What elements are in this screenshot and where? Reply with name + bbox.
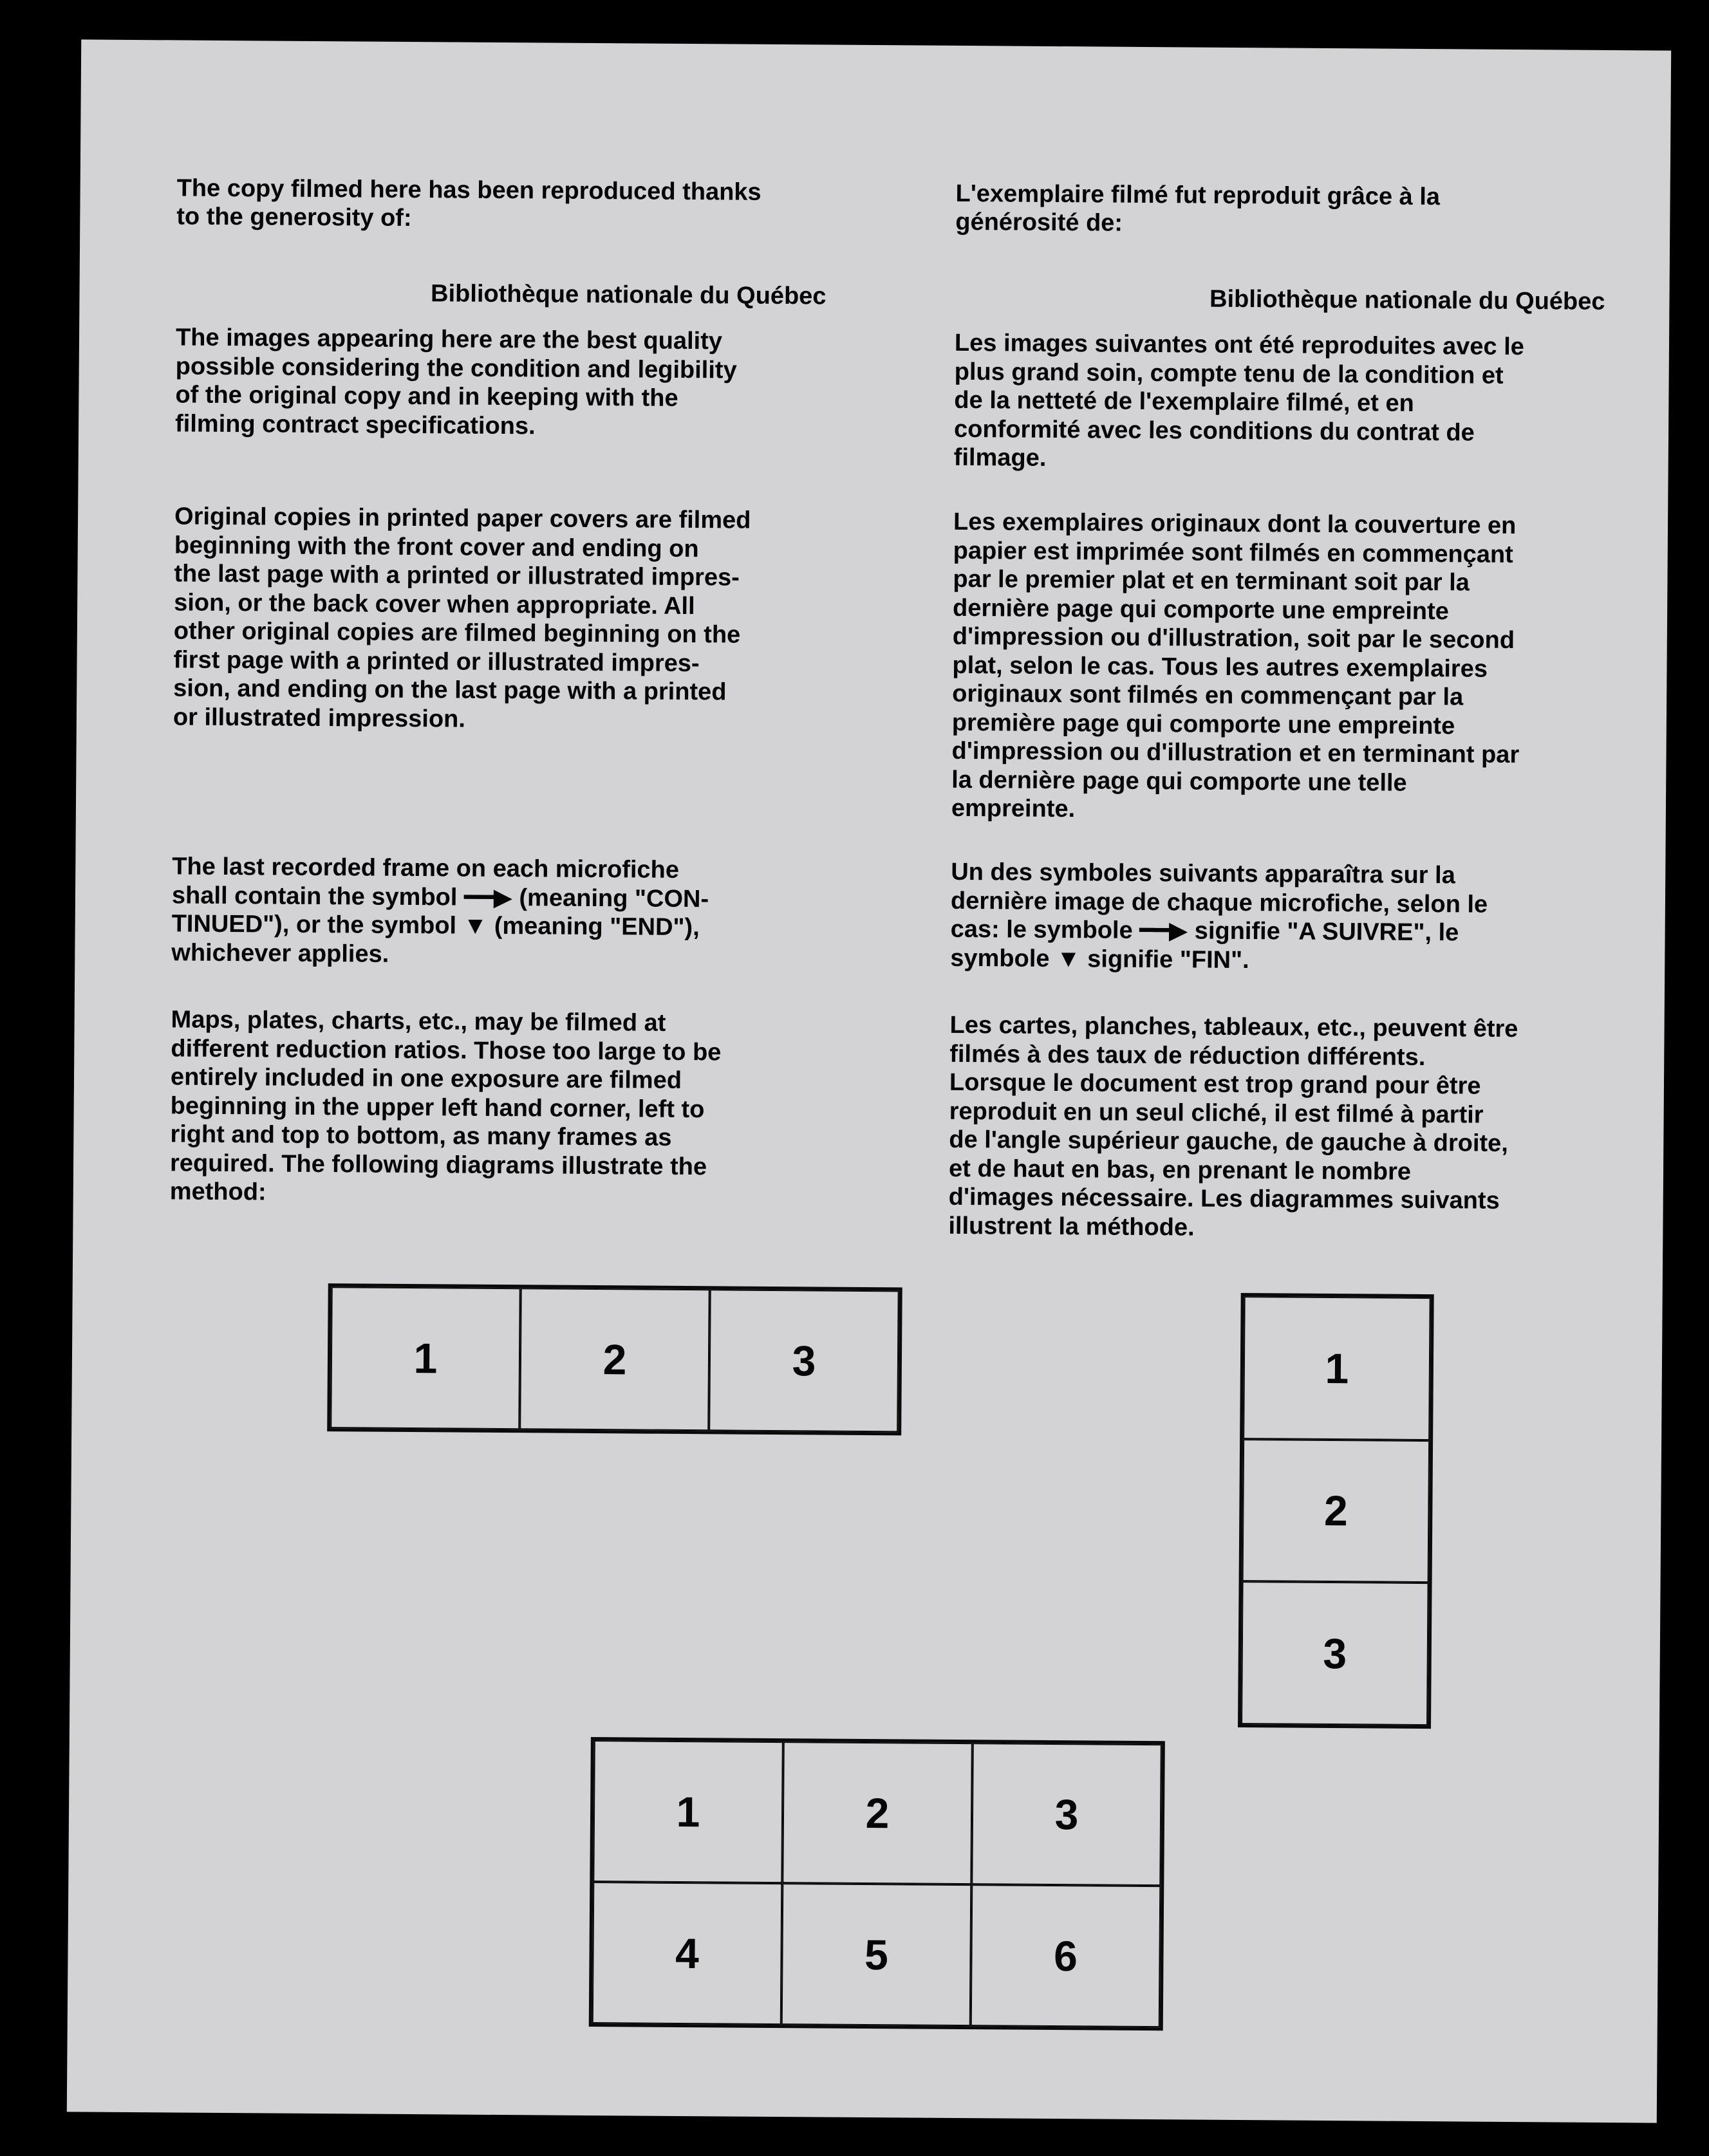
- french-credit: [955, 151, 1606, 345]
- frame-cell: 2: [1242, 1439, 1430, 1583]
- frame-cell: 4: [592, 1882, 783, 2025]
- english-library-name: Bibliothèque nationale du Québec: [430, 280, 826, 310]
- english-quality-paragraph: The images appearing here are the best quality possible considering the condition and legibility of the original copy and in keeping with the filming contract specifications.: [174, 324, 737, 440]
- english-maps-paragraph: Maps, plates, charts, etc., may be filmed at different reduction ratios. Those too large to be entirely included in one exposure are filmed beginning in the upper left hand corner, left to right and top to bottom, as many frames as required. The following diagrams illustrate the method:: [169, 1006, 722, 1206]
- frame-cell: 3: [1241, 1581, 1429, 1725]
- frame-cell: 3: [709, 1289, 899, 1432]
- frame-cell: 3: [971, 1743, 1162, 1886]
- frame-cell: 2: [782, 1742, 973, 1884]
- french-originals-paragraph: Les exemplaires originaux dont la couverture en papier est imprimée sont filmés en commençant par le premier plat et en terminant soit par la dernière page qui comporte une empreinte d'impression ou d'illustration, soit par le second plat, selon le cas. Tous les autres exemplaires originaux sont filmés en commençant par la première page qui comporte une empreinte d'impression ou d'illustration et en terminant par la dernière page qui comporte une telle empreinte.: [951, 508, 1520, 823]
- french-library-name: Bibliothèque nationale du Québec: [1209, 285, 1605, 315]
- english-originals-paragraph: Original copies in printed paper covers are filmed beginning with the front cover and ending on the last page with a printed or illustrated impres- sion, or the back cover when appropriate. All other original copies are filmed beginning on the first page with a printed or illustrated impres- sion, and ending on the last page with a printed or illustrated impression.: [173, 503, 751, 733]
- frame-cell: 2: [519, 1288, 710, 1431]
- diagram-horizontal-frames: [327, 1283, 902, 1435]
- frame-cell: 1: [330, 1287, 521, 1429]
- frame-cell: 5: [781, 1883, 972, 2026]
- english-credit: [176, 145, 827, 339]
- english-credit-intro: The copy filmed here has been reproduced thanks to the generosity of:: [176, 174, 761, 232]
- french-quality-paragraph: Les images suivantes ont été reproduites avec le plus grand soin, compte tenu de la condition et de la netteté de l'exemplaire filmé, et en conformité avec les conditions du contrat de filmage.: [953, 329, 1525, 472]
- frame-cell: 1: [1243, 1296, 1431, 1440]
- diagram-grid-frames: [589, 1737, 1165, 2031]
- french-symbols-paragraph: Un des symboles suivants apparaîtra sur la dernière image de chaque microfiche, selon le cas: le symbole ━━▶ signifie "A SUIVRE", le symbole ▼ signifie "FIN".: [950, 858, 1488, 974]
- microfilm-target-page: [67, 39, 1671, 2123]
- diagram-vertical-frames: [1238, 1293, 1434, 1729]
- french-credit-intro: L'exemplaire filmé fut reproduit grâce à la générosité de:: [955, 180, 1441, 237]
- english-symbols-paragraph: The last recorded frame on each microfiche shall contain the symbol ━━▶ (meaning "CON- TINUED"), or the symbol ▼ (meaning "END"), whichever applies.: [171, 853, 709, 968]
- french-maps-paragraph: Les cartes, planches, tableaux, etc., peuvent être filmés à des taux de réduction différents. Lorsque le document est trop grand pour être reproduit en un seul cliché, il est filmé à partir de l'angle supérieur gauche, de gauche à droite, et de haut en bas, en prenant le nombre d'images nécessaire. Les diagrammes suivants illustrent la méthode.: [948, 1011, 1518, 1241]
- frame-cell: 6: [971, 1884, 1161, 2027]
- frame-cell: 1: [593, 1740, 783, 1883]
